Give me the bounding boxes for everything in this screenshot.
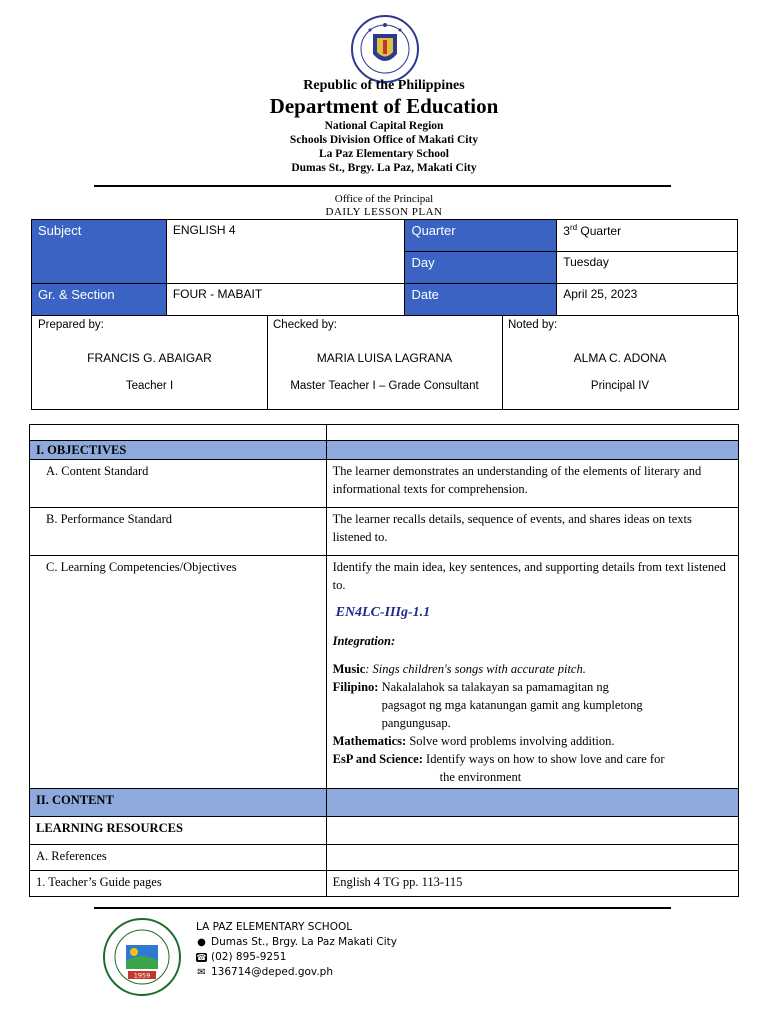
footer-email-line (196, 966, 333, 978)
division-line: Schools Division Office of Makati City (289, 134, 479, 146)
quarter-value-cell (557, 220, 738, 252)
esp-label: EsP and Science: (332, 752, 423, 766)
competencies-text: Identify the main idea, key sentences, and supporting details from text listened to. (332, 560, 726, 592)
footer-email: 136714@deped.gov.ph (211, 966, 333, 978)
math-label: Mathematics: (332, 734, 407, 748)
deped-seal (340, 14, 430, 84)
envelope-icon: ✉ (197, 967, 206, 978)
music-text: : Sings children's songs with accurate pitch. (365, 662, 586, 676)
footer-address-line (196, 936, 397, 948)
table-row (30, 871, 739, 897)
doc-title: DAILY LESSON PLAN (325, 206, 443, 218)
blank-cell (326, 845, 738, 871)
content-standard-text: The learner demonstrates an understanding of the elements of literary and informational texts for comprehension. (326, 460, 738, 508)
content-heading: II. CONTENT (30, 789, 327, 817)
section-label: Gr. & Section (32, 284, 167, 316)
phone-icon: ☎ (196, 953, 207, 962)
references-label: A. References (30, 845, 327, 871)
checked-by-label: Checked by: (273, 319, 337, 331)
quarter-word: Quarter (577, 224, 622, 238)
office-line: Office of the Principal (334, 193, 434, 205)
content-standard-label: A. Content Standard (30, 460, 327, 508)
signatories-box (31, 315, 739, 410)
music-label: Music (332, 662, 366, 676)
subject-label: Subject (38, 223, 82, 238)
table-row (30, 845, 739, 871)
date-value: April 25, 2023 (557, 284, 738, 316)
math-text: Solve word problems involving addition. (406, 734, 615, 748)
objectives-band (326, 441, 738, 460)
resources-heading: LEARNING RESOURCES (30, 817, 327, 845)
subject-value: ENGLISH 4 (166, 220, 405, 284)
tg-label: 1. Teacher’s Guide pages (30, 871, 327, 897)
objectives-heading: I. OBJECTIVES (30, 441, 327, 460)
date-label: Date (405, 284, 557, 316)
school-logo (102, 917, 182, 997)
noted-by-name: ALMA C. ADONA (573, 351, 667, 365)
quarter-label: Quarter (405, 220, 557, 252)
blank-cell (30, 425, 327, 441)
header-divider (94, 185, 671, 187)
lesson-info-table (31, 219, 738, 316)
esp-line (333, 750, 732, 768)
footer-divider (94, 907, 671, 909)
esp-text-1: Identify ways on how to show love and care for (422, 752, 665, 766)
filipino-text-1: Nakalalahok sa talakayan sa pamamagitan ng (378, 680, 609, 694)
republic-line: Republic of the Philippines (303, 78, 465, 93)
noted-by-position: Principal IV (590, 380, 650, 392)
prepared-by-name: FRANCIS G. ABAIGAR (87, 351, 212, 365)
lesson-plan-table (29, 424, 739, 897)
performance-standard-text: The learner recalls details, sequence of events, and shares ideas on texts listened to. (326, 508, 738, 556)
tg-text: English 4 TG pp. 113-115 (326, 871, 738, 897)
checked-by-name: MARIA LUISA LAGRANA (316, 351, 453, 365)
prepared-by-position: Teacher I (125, 380, 174, 392)
footer-phone: (02) 895-9251 (211, 951, 287, 963)
department-title: Department of Education (269, 94, 499, 118)
competency-code: EN4LC-IIIg-1.1 (335, 605, 431, 620)
checked-by-position: Master Teacher I – Grade Consultant (290, 380, 479, 392)
table-row (30, 460, 739, 508)
filipino-text-3: pangungusap. (381, 716, 451, 730)
table-row (30, 817, 739, 845)
table-row (30, 789, 739, 817)
table-row (30, 425, 739, 441)
blank-cell (326, 425, 738, 441)
footer-phone-line (196, 951, 286, 963)
logo-year: 1959 (133, 971, 151, 980)
table-row (30, 556, 739, 789)
filipino-label: Filipino: (332, 680, 379, 694)
table-row (30, 508, 739, 556)
integration-label: Integration: (332, 634, 396, 648)
location-pin-icon: ● (197, 937, 206, 948)
address-line: Dumas St., Brgy. La Paz, Makati City (291, 162, 477, 174)
music-line (333, 660, 732, 678)
noted-by-label: Noted by: (508, 319, 558, 331)
day-label: Day (405, 252, 557, 284)
math-line (333, 732, 732, 750)
day-value: Tuesday (557, 252, 738, 284)
footer-school: LA PAZ ELEMENTARY SCHOOL (196, 921, 353, 933)
filipino-line (333, 678, 732, 696)
section-value: FOUR - MABAIT (166, 284, 405, 316)
region-line: National Capital Region (324, 120, 444, 132)
blank-cell (326, 817, 738, 845)
performance-standard-label: B. Performance Standard (30, 508, 327, 556)
prepared-by-label: Prepared by: (38, 319, 104, 331)
quarter-sup: rd (569, 223, 578, 232)
competencies-label: C. Learning Competencies/Objectives (30, 556, 327, 789)
content-band (326, 789, 738, 817)
school-line: La Paz Elementary School (319, 148, 449, 160)
quarter-num: 3 (563, 224, 570, 238)
footer-address: Dumas St., Brgy. La Paz Makati City (211, 936, 397, 948)
table-row (30, 441, 739, 460)
esp-text-2: the environment (439, 770, 522, 784)
subject-label-cell (32, 220, 167, 284)
filipino-text-2: pagsagot ng mga katanungan gamit ang kumpletong (381, 698, 643, 712)
competencies-cell (326, 556, 738, 789)
